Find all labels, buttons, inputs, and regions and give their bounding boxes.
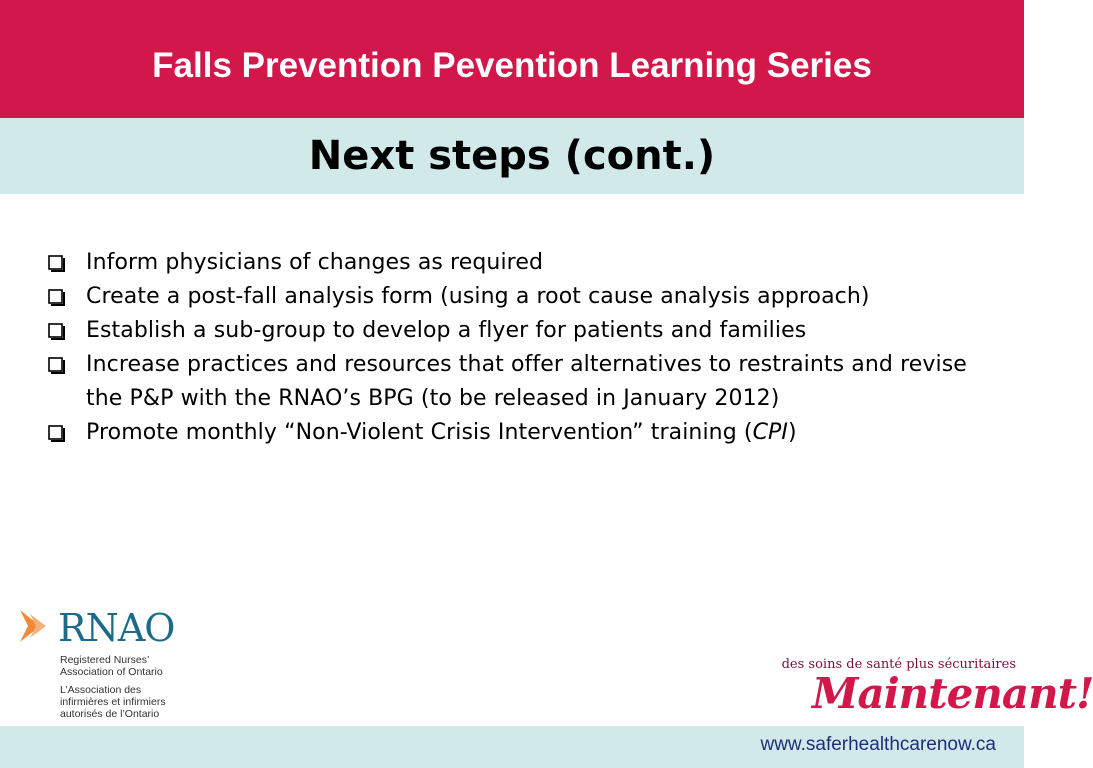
maintenant-word: Maintenant!: [812, 669, 1093, 718]
bullet-item: [46, 314, 986, 348]
bullet-text-end: ): [787, 420, 797, 445]
bullet-text: Increase practices and resources that offer alternatives to restraints and revise the P&P with the RNAO’s BPG (to be released in January 2012): [86, 352, 967, 411]
bullet-item: [46, 280, 986, 314]
bullet-item: [46, 348, 986, 416]
checkbox-icon: [48, 323, 65, 340]
bullet-text: Establish a sub-group to develop a flyer for patients and families: [86, 318, 807, 343]
bullet-text: Create a post-fall analysis form (using a root cause analysis approach): [86, 284, 870, 309]
slide-title: Next steps (cont.): [308, 133, 716, 179]
checkbox-icon: [48, 255, 65, 272]
rnao-logo: [18, 606, 218, 724]
bullet-text: Promote monthly “Non-Violent Crisis Intervention” training (: [86, 420, 753, 445]
arrow-chevron-icon: [18, 606, 58, 646]
bullet-item: [46, 246, 986, 280]
bullet-list: [46, 246, 986, 450]
rnao-line: L’Association des: [60, 684, 142, 696]
checkbox-icon: [48, 289, 65, 306]
series-title: Falls Prevention Pevention Learning Series: [152, 46, 872, 85]
rnao-line: infirmières et infirmiers: [60, 696, 166, 708]
bullet-emphasis: CPI: [752, 420, 788, 445]
bullet-text: Inform physicians of changes as required: [86, 250, 544, 275]
maintenant-logo: [781, 648, 1093, 726]
rnao-line: Association of Ontario: [60, 666, 163, 678]
checkbox-icon: [48, 357, 65, 374]
rnao-name: RNAO: [58, 606, 175, 650]
rnao-line: autorisés de l’Ontario: [60, 708, 160, 720]
rnao-line: Registered Nurses’: [60, 654, 150, 666]
maintenant-tagline: des soins de santé plus sécuritaires: [781, 657, 1016, 672]
bullet-item: [46, 416, 986, 450]
checkbox-icon: [48, 425, 65, 442]
footer-url[interactable]: www.saferhealthcarenow.ca: [760, 734, 996, 755]
